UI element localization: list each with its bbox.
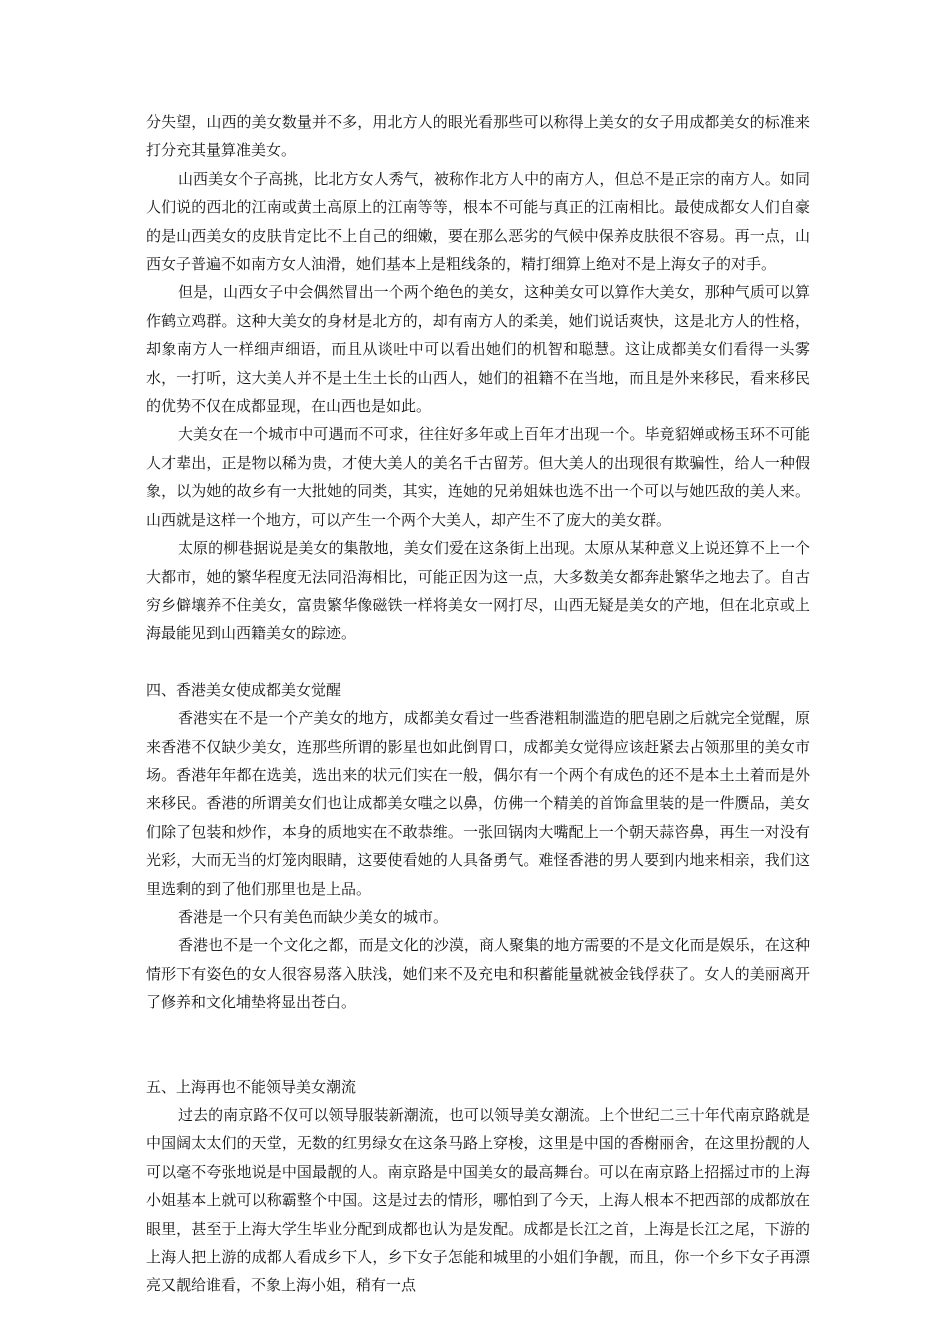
paragraph: 但是，山西女子中会偶然冒出一个两个绝色的美女，这种美女可以算作大美女，那种气质可以算作鹤立鸡群。这种大美女的身材是北方的，却有南方人的柔美，她们说话爽快，这是北方人的性格，却象南方人一样细声细语，而且从谈吐中可以看出她们的机智和聪慧。这让成都美女们看得一头雾水，一打听，这大美人并不是土生土长的山西人，她们的祖籍不在当地，而且是外来移民，看来移民的优势不仅在成都显现，在山西也是如此。 [146,283,810,416]
paragraph: 大美女在一个城市中可遇而不可求，往往好多年或上百年才出现一个。毕竟貂婵或杨玉环不可能人才辈出，正是物以稀为贵，才使大美人的美名千古留芳。但大美人的出现很有欺骗性，给人一种假象，以为她的故乡有一大批她的同类，其实，连她的兄弟姐妹也选不出一个可以与她匹敌的美人来。山西就是这样一个地方，可以产生一个两个大美人，却产生不了庞大的美女群。 [146,425,810,529]
paragraph: 香港实在不是一个产美女的地方，成都美女看过一些香港粗制滥造的肥皂剧之后就完全觉醒，原来香港不仅缺少美女，连那些所谓的影星也如此倒胃口，成都美女觉得应该赶紧去占领那里的美女市场。香港年年都在选美，选出来的状元们实在一般，偶尔有一个两个有成色的还不是本土土着而是外来移民。香港的所谓美女们也让成都美女嗤之以鼻，仿佛一个精美的首饰盒里装的是一件赝品，美女们除了包装和炒作，本身的质地实在不敢恭维。一张回锅肉大嘴配上一个朝天蒜咨鼻，再生一对没有光彩，大而无当的灯笼肉眼睛，这要使看她的人具备勇气。难怪香港的男人要到内地来相亲，我们这里选剩的到了他们那里也是上品。 [146,709,810,898]
paragraph: 分失望，山西的美女数量并不多，用北方人的眼光看那些可以称得上美女的女子用成都美女的标准来打分充其量算准美女。 [146,113,810,160]
document-page [146,108,810,1300]
section-heading: 四、香港美女使成都美女觉醒 [146,680,342,699]
section-spacer [146,648,810,676]
section-spacer [146,1017,810,1073]
paragraph: 山西美女个子高挑，比北方女人秀气，被称作北方人中的南方人，但总不是正宗的南方人。如同人们说的西北的江南或黄土高原上的江南等等，根本不可能与真正的江南相比。最使成都女人们自豪的是山西美女的皮肤肯定比不上自己的细嫩，要在那么恶劣的气候中保养皮肤很不容易。再一点，山西女子普遍不如南方女人油滑，她们基本上是粗线条的，精打细算上绝对不是上海女子的对手。 [146,169,810,274]
paragraph: 太原的柳巷据说是美女的集散地，美女们爱在这条街上出现。太原从某种意义上说还算不上一个大都市，她的繁华程度无法同沿海相比，可能正因为这一点，大多数美女都奔赴繁华之地去了。自古穷乡僻壤养不住美女，富贵繁华像磁铁一样将美女一网打尽，山西无疑是美女的产地，但在北京或上海最能见到山西籍美女的踪迹。 [146,539,810,643]
paragraph: 香港是一个只有美色而缺少美女的城市。 [178,907,449,926]
section-heading: 五、上海再也不能领导美女潮流 [146,1077,357,1096]
paragraph: 过去的南京路不仅可以领导服装新潮流，也可以领导美女潮流。上个世纪二三十年代南京路就是中国阔太太们的天堂，无数的红男绿女在这条马路上穿梭，这里是中国的香榭丽舍，在这里扮靓的人可以毫不夸张地说是中国最靓的人。南京路是中国美女的最高舞台。可以在南京路上招摇过市的上海小姐基本上就可以称霸整个中国。这是过去的情形，哪怕到了今天，上海人根本不把西部的成都放在眼里，甚至于上海大学生毕业分配到成都也认为是发配。成都是长江之首，上海是长江之尾，下游的上海人把上游的成都人看成乡下人，乡下女子怎能和城里的小姐们争靓，而且，你一个乡下女子再漂亮又靓给谁看，不象上海小姐，稍有一点 [146,1106,810,1295]
paragraph: 香港也不是一个文化之都，而是文化的沙漠，商人聚集的地方需要的不是文化而是娱乐，在这种情形下有姿色的女人很容易落入肤浅，她们来不及充电和积蓄能量就被金钱俘获了。女人的美丽离开了修养和文化埔垫将显出苍白。 [146,936,810,1012]
